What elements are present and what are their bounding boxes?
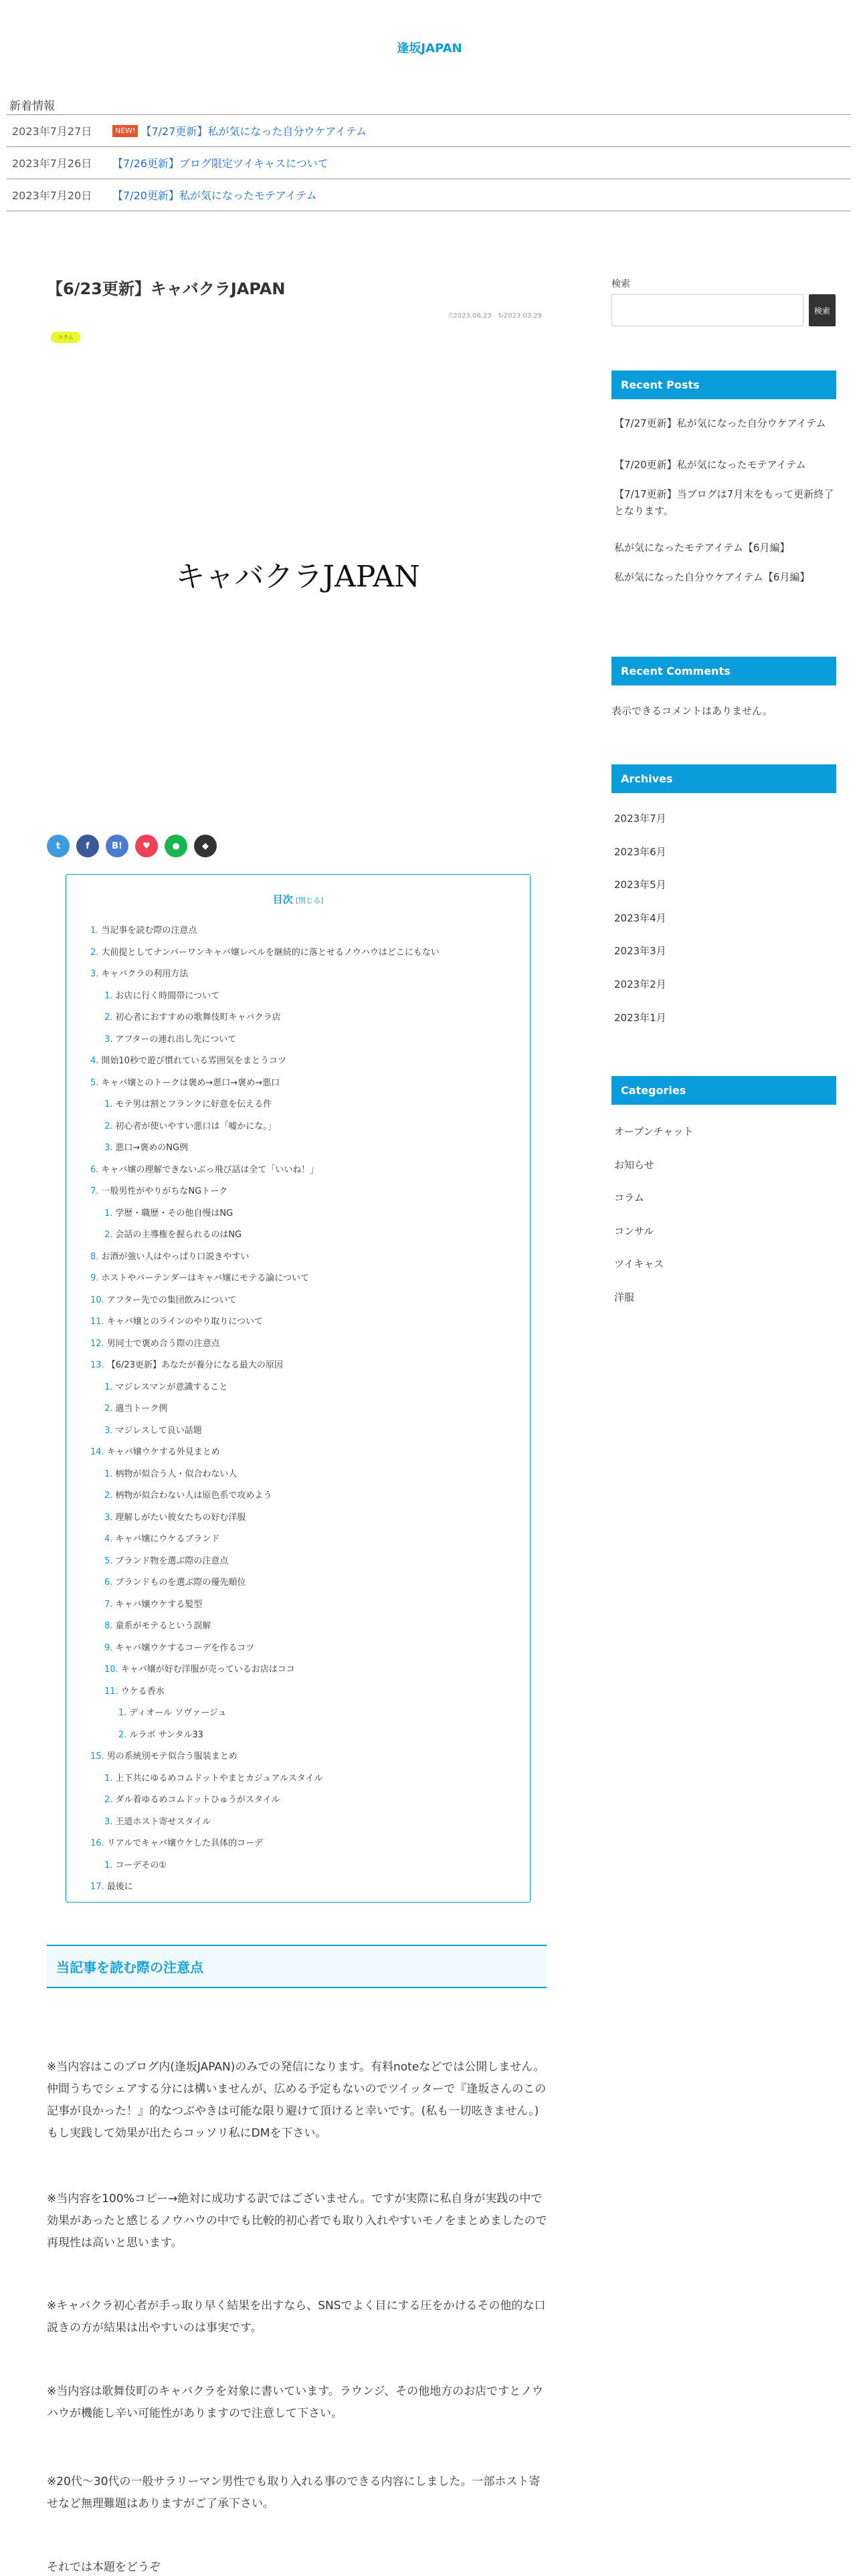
- toc-item-label[interactable]: 学歴・職歴・その他自慢はNG: [115, 1208, 233, 1218]
- archive-link[interactable]: 2023年5月: [614, 879, 666, 891]
- new-badge: NEW!: [112, 125, 138, 137]
- news-item[interactable]: [7, 115, 851, 147]
- toc-item-number: 6.: [90, 1164, 99, 1175]
- recent-posts-heading: Recent Posts: [611, 370, 836, 399]
- toc-item-label[interactable]: 会話の主導権を握られるのはNG: [115, 1230, 242, 1240]
- toc-item[interactable]: [66, 1594, 530, 1616]
- recent-comments-heading: Recent Comments: [611, 657, 836, 685]
- recent-posts-list: [614, 415, 835, 599]
- toc-item[interactable]: [66, 1551, 530, 1573]
- toc-item-number: 3.: [104, 1512, 113, 1523]
- toc-item-label[interactable]: 童系がモテるという誤解: [115, 1621, 211, 1631]
- toc-item-label[interactable]: モテ男は割とフランクに好意を伝える件: [115, 1099, 272, 1109]
- toc-item[interactable]: [66, 1247, 530, 1269]
- toc-toggle[interactable]: [閉じる]: [295, 896, 324, 905]
- toc-item-label[interactable]: コーデその①: [115, 1860, 167, 1870]
- toc-item[interactable]: [66, 1029, 530, 1051]
- toc-item-label[interactable]: キャバ嬢ウケするコーデを作るコツ: [115, 1642, 255, 1653]
- toc-item[interactable]: [66, 942, 530, 964]
- toc-item[interactable]: [66, 1790, 530, 1812]
- category-link[interactable]: ツイキャス: [614, 1258, 664, 1271]
- toc-item-number: 1.: [118, 1708, 127, 1718]
- news-date: 2023年7月20日: [12, 189, 92, 202]
- section-heading: 当記事を読む際の注意点: [47, 1945, 547, 1988]
- toc-item[interactable]: [66, 1333, 530, 1356]
- toc-item-number: 1.: [104, 1469, 113, 1479]
- toc-item[interactable]: [66, 1507, 530, 1529]
- category-link[interactable]: コラム: [614, 1192, 644, 1204]
- toc-item-number: 1.: [104, 1382, 113, 1392]
- toc-item[interactable]: [66, 1703, 530, 1725]
- toc-item-label[interactable]: キャバ嬢とのトークは褒め→悪口→褒め→悪口: [101, 1077, 280, 1088]
- archive-link[interactable]: 2023年3月: [614, 945, 666, 958]
- search-button[interactable]: 検索: [809, 294, 836, 326]
- toc-item[interactable]: [66, 1224, 530, 1247]
- toc-item-label[interactable]: 初心者におすすめの歌舞伎町キャバクラ店: [115, 1012, 281, 1023]
- category-badge[interactable]: コラム: [51, 332, 80, 343]
- toc-item[interactable]: [66, 1812, 530, 1834]
- toc-item[interactable]: [66, 1160, 530, 1182]
- twitter-icon[interactable]: t: [47, 835, 70, 857]
- toc-item-label[interactable]: ブランドものを選ぶ際の優先順位: [115, 1578, 246, 1588]
- toc-item-number: 6.: [104, 1578, 113, 1588]
- toc-item[interactable]: [66, 1681, 530, 1703]
- toc-item-number: 5.: [90, 1077, 99, 1088]
- paragraph: ※当内容は歌舞伎町のキャバクラを対象に書いています。ラウンジ、その他地方のお店ですとノウハウが機能し辛い可能性がありますので注意して下さい。: [47, 2385, 544, 2420]
- toc-item-number: 3.: [104, 1143, 113, 1153]
- toc-item[interactable]: [66, 1855, 530, 1877]
- toc-item-number: 2.: [104, 1404, 113, 1414]
- toc-item-label[interactable]: キャバクラの利用方法: [101, 969, 189, 979]
- toc-item[interactable]: [66, 1768, 530, 1790]
- clock-icon: ⏱: [448, 312, 454, 320]
- category-link[interactable]: オープンチャット: [614, 1125, 694, 1138]
- toc-item-label[interactable]: お酒が強い人はやっぱり口説きやすい: [101, 1251, 250, 1262]
- toc-item-label[interactable]: お店に行く時間帯について: [115, 990, 220, 1001]
- toc-item-label[interactable]: 柄物が似合わない人は原色系で攻めよう: [115, 1491, 272, 1501]
- toc-item-label[interactable]: ブランド物を選ぶ際の注意点: [115, 1555, 229, 1566]
- toc-item-number: 7.: [90, 1186, 99, 1196]
- toc-item[interactable]: [66, 1572, 530, 1594]
- paragraph: ※キャバクラ初心者が手っ取り早く結果を出すなら、SNSでよく目にする圧をかけるその他的な口説きの方が結果は出やすいのは事実です。: [47, 2299, 546, 2335]
- toc-item-number: 14.: [90, 1447, 104, 1457]
- toc-item-label[interactable]: ホストやバーテンダーはキャバ嬢にモテる論について: [101, 1273, 309, 1283]
- toc-item-label[interactable]: ダル着ゆるめコムドットひゅうがスタイル: [115, 1795, 280, 1805]
- news-list: [7, 114, 851, 211]
- recent-post-link[interactable]: 【7/17更新】当ブログは7月末をもって更新終了となります。: [614, 488, 834, 517]
- category-link[interactable]: お知らせ: [614, 1158, 654, 1171]
- news-link[interactable]: 【7/26更新】ブログ限定ツイキャスについて: [112, 157, 328, 170]
- toc-item[interactable]: [66, 1094, 530, 1116]
- toc-item-label[interactable]: マジレスマンが意識すること: [115, 1382, 228, 1392]
- category-link[interactable]: 洋服: [614, 1291, 635, 1303]
- toc-item-number: 3.: [104, 1816, 113, 1827]
- news-link[interactable]: 【7/20更新】私が気になったモテアイテム: [112, 189, 317, 202]
- categories-heading: Categories: [611, 1076, 836, 1105]
- toc-item[interactable]: [66, 1116, 530, 1138]
- toc-item-label[interactable]: 【6/23更新】あなたが養分になる最大の原因: [106, 1360, 283, 1370]
- toc-item-number: 4.: [90, 1056, 99, 1066]
- toc-item-number: 9.: [90, 1273, 99, 1283]
- toc-item-number: 1.: [104, 1099, 113, 1109]
- toc-item-number: 1.: [90, 926, 99, 936]
- toc-list: [66, 920, 530, 1899]
- toc-item[interactable]: [66, 1659, 530, 1681]
- toc-item-label[interactable]: キャバ嬢ウケする髪型: [115, 1599, 203, 1610]
- toc-item-label[interactable]: 悪口→褒めのNG例: [115, 1143, 189, 1153]
- toc-item-number: 11.: [90, 1317, 104, 1327]
- toc-item-label[interactable]: 開始10秒で遊び慣れている雰囲気をまとうコツ: [101, 1056, 286, 1066]
- share-buttons: [47, 835, 217, 857]
- toc-item-label[interactable]: ルラボ サンタル33: [129, 1729, 203, 1740]
- category-link[interactable]: コンサル: [614, 1224, 654, 1237]
- toc-item-label[interactable]: キャバ嬢にウケるブランド: [115, 1534, 220, 1544]
- toc-item[interactable]: [66, 1311, 530, 1333]
- updated-date: 2023.03.29: [503, 312, 542, 320]
- paragraph: ※当内容はこのブログ内(逢坂JAPAN)のみでの発信になります。有料noteなどでは公開しません。仲間うちでシェアする分には構いませんが、広める予定もないのでツイッターで『逢坂さんのこの記事が良かった！』的なつぶやきは可能な限り避けて頂けると幸いです。(私も一切呟きません。)もし実践して効果が出たらコッソリ私にDMを下さい。: [47, 2060, 547, 2140]
- toc-item-number: 2.: [118, 1729, 127, 1740]
- article-dates: [428, 312, 542, 320]
- toc-item-label[interactable]: リアルでキャバ嬢ウケした具体的コーデ: [106, 1838, 264, 1848]
- news-heading: 新着情報: [9, 100, 55, 113]
- toc-item[interactable]: [66, 1616, 530, 1638]
- toc-item[interactable]: [66, 1073, 530, 1095]
- search-input[interactable]: [611, 294, 803, 326]
- toc-item-number: 9.: [104, 1642, 113, 1653]
- toc-title: 目次: [272, 893, 293, 905]
- table-of-contents: [66, 874, 531, 1903]
- toc-item-label[interactable]: 最後に: [106, 1882, 133, 1892]
- toc-item[interactable]: [66, 1638, 530, 1660]
- toc-item-number: 11.: [104, 1686, 118, 1697]
- archives-list: [614, 811, 835, 1043]
- toc-item-number: 1.: [104, 990, 113, 1001]
- toc-item-label[interactable]: 適当トーク例: [115, 1404, 168, 1414]
- line-icon[interactable]: ●: [165, 835, 187, 857]
- archive-link[interactable]: 2023年7月: [614, 813, 666, 825]
- archive-link[interactable]: 2023年1月: [614, 1011, 666, 1024]
- toc-item-number: 3.: [104, 1425, 113, 1436]
- eyecatch-image: キャバクラJAPAN: [175, 560, 420, 594]
- hatena-icon[interactable]: B!: [106, 835, 128, 857]
- news-item[interactable]: [7, 179, 851, 211]
- facebook-icon[interactable]: f: [76, 835, 99, 857]
- toc-item-number: 1.: [104, 1860, 113, 1870]
- refresh-icon: ↻: [498, 312, 504, 320]
- toc-item-label[interactable]: 男同士で褒め合う際の注意点: [106, 1338, 220, 1349]
- toc-item-number: 2.: [104, 1491, 113, 1501]
- toc-item-number: 1.: [104, 1773, 113, 1784]
- toc-item-label[interactable]: キャバ嬢の理解できないぶっ飛び話は全て「いいね！」: [101, 1164, 319, 1175]
- toc-item[interactable]: [66, 1746, 530, 1768]
- toc-item-number: 13.: [90, 1360, 104, 1370]
- recent-post-link[interactable]: 【7/27更新】私が気になった自分ウケアイテム: [614, 417, 826, 429]
- recent-post-link[interactable]: 【7/20更新】私が気になったモテアイテム: [614, 459, 806, 471]
- toc-item-label[interactable]: アフター先での集団飲みについて: [106, 1295, 237, 1305]
- toc-item-label[interactable]: 大前提としてナンバーワンキャバ嬢レベルを継続的に落とせるノウハウはどこにもない: [101, 947, 440, 958]
- toc-item-number: 2.: [90, 947, 99, 958]
- search-label: 検索: [611, 279, 630, 290]
- toc-item-label[interactable]: ウケる香水: [120, 1686, 165, 1697]
- toc-item-label[interactable]: マジレスして良い話題: [115, 1425, 202, 1436]
- archive-link[interactable]: 2023年4月: [614, 911, 666, 924]
- toc-item-label[interactable]: 当記事を読む際の注意点: [101, 926, 197, 936]
- toc-item-number: 2.: [104, 1795, 113, 1805]
- news-date: 2023年7月26日: [12, 157, 92, 170]
- archive-link[interactable]: 2023年6月: [614, 845, 666, 858]
- toc-item-label[interactable]: アフターの連れ出し先について: [115, 1034, 237, 1045]
- toc-heading: [66, 892, 530, 906]
- toc-item-number: 4.: [104, 1534, 113, 1544]
- toc-item-number: 3.: [104, 1034, 113, 1045]
- toc-item-number: 10.: [104, 1665, 118, 1675]
- toc-item[interactable]: [66, 1442, 530, 1464]
- toc-item-number: 16.: [90, 1838, 104, 1848]
- feedly-icon[interactable]: ◆: [194, 835, 217, 857]
- archive-link[interactable]: 2023年2月: [614, 978, 666, 990]
- toc-item-label[interactable]: 男の系統別モテ似合う服装まとめ: [106, 1751, 237, 1761]
- toc-item-label[interactable]: ディオール ソヴァージュ: [129, 1708, 227, 1718]
- toc-item-number: 8.: [104, 1621, 113, 1631]
- toc-item[interactable]: [66, 1355, 530, 1377]
- toc-item[interactable]: [66, 1725, 530, 1747]
- categories-list: [614, 1123, 835, 1323]
- toc-item[interactable]: [66, 1529, 530, 1551]
- paragraph: ※20代〜30代の一般サラリーマン男性でも取り入れる事のできる内容にしました。一部ホスト寄せなど無理難題はありますがご了承下さい。: [47, 2475, 541, 2510]
- toc-item-label[interactable]: キャバ嬢が好む洋服が売っているお店はココ: [120, 1665, 295, 1675]
- toc-item[interactable]: [66, 1138, 530, 1160]
- toc-item-label[interactable]: キャバ嬢ウケする外見まとめ: [106, 1447, 220, 1457]
- toc-item[interactable]: [66, 1203, 530, 1225]
- toc-item-number: 2.: [104, 1230, 113, 1240]
- toc-item[interactable]: [66, 1377, 530, 1399]
- toc-item[interactable]: [66, 1007, 530, 1029]
- toc-item-label[interactable]: 理解しがたい彼女たちの好む洋服: [115, 1512, 246, 1523]
- archives-heading: Archives: [611, 764, 836, 793]
- toc-item-number: 5.: [104, 1555, 113, 1566]
- paragraph: ※当内容を100%コピー→絶対に成功する訳ではございません。ですが実際に私自身が実践の中で効果があったと感じるノウハウの中でも比較的初心者でも取り入れやすいモノをまとめましたので再現性は高いと思います。: [47, 2192, 547, 2250]
- news-link[interactable]: 【7/27更新】私が気になった自分ウケアイテム: [140, 125, 367, 138]
- toc-item[interactable]: [66, 1181, 530, 1203]
- toc-item-number: 17.: [90, 1882, 104, 1892]
- toc-item-label[interactable]: キャバ嬢とのラインのやり取りについて: [106, 1317, 264, 1327]
- news-date: 2023年7月27日: [12, 125, 92, 138]
- toc-item-label[interactable]: 初心者が使いやすい悪口は「嘘かにな。」: [115, 1121, 276, 1132]
- toc-item-label[interactable]: 上下共にゆるめコムドットやまとカジュアルスタイル: [115, 1773, 323, 1784]
- toc-item[interactable]: [66, 920, 530, 942]
- toc-item[interactable]: [66, 1398, 530, 1420]
- no-comments-text: 表示できるコメントはありません。: [611, 705, 773, 717]
- toc-item-number: 1.: [104, 1208, 113, 1218]
- toc-item[interactable]: [66, 986, 530, 1008]
- toc-item-number: 15.: [90, 1751, 104, 1761]
- toc-item-number: 2.: [104, 1012, 113, 1023]
- toc-item[interactable]: [66, 1290, 530, 1312]
- recent-post-link[interactable]: 私が気になったモテアイテム【6月編】: [614, 542, 790, 554]
- toc-item-label[interactable]: 一般男性がやりがちなNGトーク: [101, 1186, 228, 1196]
- toc-item-label[interactable]: 王道ホスト寄せスタイル: [115, 1816, 211, 1827]
- published-date: 2023.06.23: [453, 312, 492, 320]
- toc-item-number: 3.: [90, 969, 99, 979]
- toc-item[interactable]: [66, 1051, 530, 1073]
- toc-item[interactable]: [66, 1833, 530, 1855]
- toc-item-number: 7.: [104, 1599, 113, 1610]
- toc-item[interactable]: [66, 1420, 530, 1442]
- paragraph: それでは本題をどうぞ: [47, 2561, 161, 2574]
- recent-post-link[interactable]: 私が気になった自分ウケアイテム【6月編】: [614, 571, 810, 583]
- site-title[interactable]: 逢坂JAPAN: [397, 41, 462, 56]
- toc-item[interactable]: [66, 964, 530, 986]
- article-title: 【6/23更新】キャバクラJAPAN: [47, 280, 286, 298]
- toc-item-number: 8.: [90, 1251, 99, 1262]
- toc-item-number: 10.: [90, 1295, 104, 1305]
- toc-item-number: 2.: [104, 1121, 113, 1132]
- toc-item[interactable]: [66, 1268, 530, 1290]
- toc-item[interactable]: [66, 1464, 530, 1486]
- toc-item-number: 12.: [90, 1338, 104, 1349]
- news-item[interactable]: [7, 147, 851, 179]
- toc-item-label[interactable]: 柄物が似合う人・似合わない人: [115, 1469, 237, 1479]
- pocket-icon[interactable]: ♥: [135, 835, 158, 857]
- toc-item[interactable]: [66, 1485, 530, 1507]
- toc-item[interactable]: [66, 1876, 530, 1899]
